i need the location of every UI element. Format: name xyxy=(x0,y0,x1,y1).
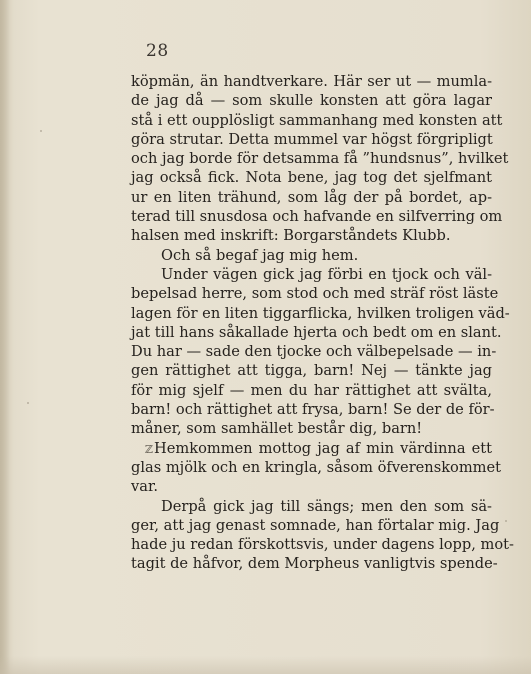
paper-speck xyxy=(40,130,42,132)
text-line: glas mjölk och en kringla, såsom öfverenskommet xyxy=(131,458,502,476)
margin-mark-icon: ℤ xyxy=(145,442,154,456)
text-line: måner, som samhället består dig, barn! xyxy=(131,420,423,438)
text-line: bepelsad herre, som stod och med sträf röst läste xyxy=(131,285,499,303)
text-line: tagit de håfvor, dem Morpheus vanligtvis spende- xyxy=(131,555,498,573)
text-line-content: Hemkommen mottog jag af min värdinna ett xyxy=(154,439,492,457)
page-binding-edge xyxy=(0,0,10,674)
paragraph-start-line: Under vägen gick jag förbi en tjock och väl- xyxy=(161,265,492,283)
page-number: 28 xyxy=(146,41,169,61)
paragraph-start-line: Derpå gick jag till sängs; men den som sä- xyxy=(161,497,492,515)
text-line: Du har — sade den tjocke och välbepelsade — in- xyxy=(131,343,497,361)
paper-speck xyxy=(505,520,507,522)
text-line: och jag borde för detsamma få ”hundsnus”, hvilket xyxy=(131,150,509,168)
text-line: jag också fick. Nota bene, jag tog det sjelfmant xyxy=(131,169,492,187)
text-line: var. xyxy=(131,478,158,496)
text-line: jat till hans såkallade hjerta och bedt om en slant. xyxy=(131,323,502,341)
text-line: terad till snusdosa och hafvande en silfverring om xyxy=(131,208,503,226)
text-line: hade ju redan förskottsvis, under dagens lopp, mot- xyxy=(131,536,514,554)
text-line: ger, att jag genast somnade, han förtalar mig. Jag xyxy=(131,516,500,534)
text-line: de jag då — som skulle konsten att göra lagar xyxy=(131,92,492,110)
text-line: stå i ett oupplösligt sammanhang med konsten att xyxy=(131,111,503,129)
text-line: barn! och rättighet att frysa, barn! Se der de för- xyxy=(131,401,495,419)
text-line: göra strutar. Detta mummel var högst förgripligt xyxy=(131,130,493,148)
body-text xyxy=(131,72,514,574)
paper-speck xyxy=(27,402,29,404)
paragraph-start-line: Och så begaf jag mig hem. xyxy=(161,246,359,264)
text-line: lagen för en liten tiggarflicka, hvilken troligen väd- xyxy=(131,304,510,322)
page-bottom-shadow xyxy=(0,656,531,674)
paragraph-start-line xyxy=(131,439,492,458)
text-line: ur en liten trähund, som låg der på bordet, ap- xyxy=(131,188,492,206)
text-line: gen rättighet att tigga, barn! Nej — tänkte jag xyxy=(131,362,492,380)
text-line: köpmän, än handtverkare. Här ser ut — mumla- xyxy=(131,73,492,90)
text-line: halsen med inskrift: Borgarståndets Klubb. xyxy=(131,227,451,245)
text-line: för mig sjelf — men du har rättighet att svälta, xyxy=(131,381,492,399)
